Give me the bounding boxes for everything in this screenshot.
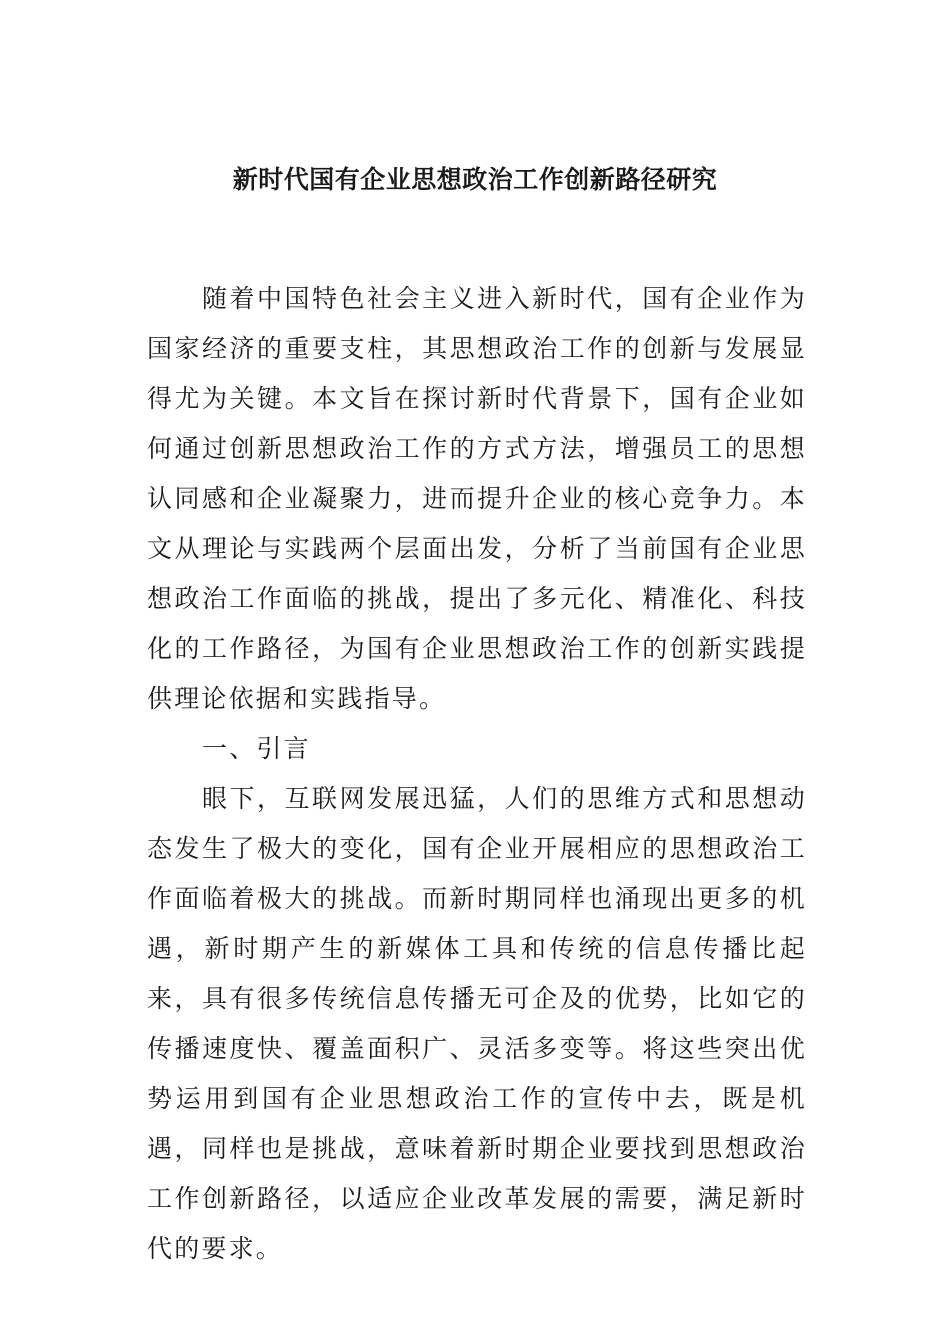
- document-title: 新时代国有企业思想政治工作创新路径研究: [232, 165, 718, 194]
- document-body: [147, 274, 807, 1274]
- abstract-paragraph: 随着中国特色社会主义进入新时代，国有企业作为国家经济的重要支柱，其思想政治工作的创新与发展显得尤为关键。本文旨在探讨新时代背景下，国有企业如何通过创新思想政治工作的方式方法，增强员工的思想认同感和企业凝聚力，进而提升企业的核心竞争力。本文从理论与实践两个层面出发，分析了当前国有企业思想政治工作面临的挑战，提出了多元化、精准化、科技化的工作路径，为国有企业思想政治工作的创新实践提供理论依据和实践指导。: [147, 284, 807, 713]
- section-heading-introduction: 一、引言: [202, 734, 311, 763]
- introduction-paragraph: 眼下，互联网发展迅猛，人们的思维方式和思想动态发生了极大的变化，国有企业开展相应的思想政治工作面临着极大的挑战。而新时期同样也涌现出更多的机遇，新时期产生的新媒体工具和传统的信息传播比起来，具有很多传统信息传播无可企及的优势，比如它的传播速度快、覆盖面积广、灵活多变等。将这些突出优势运用到国有企业思想政治工作的宣传中去，既是机遇，同样也是挑战，意味着新时期企业要找到思想政治工作创新路径，以适应企业改革发展的需要，满足新时代的要求。: [147, 784, 807, 1263]
